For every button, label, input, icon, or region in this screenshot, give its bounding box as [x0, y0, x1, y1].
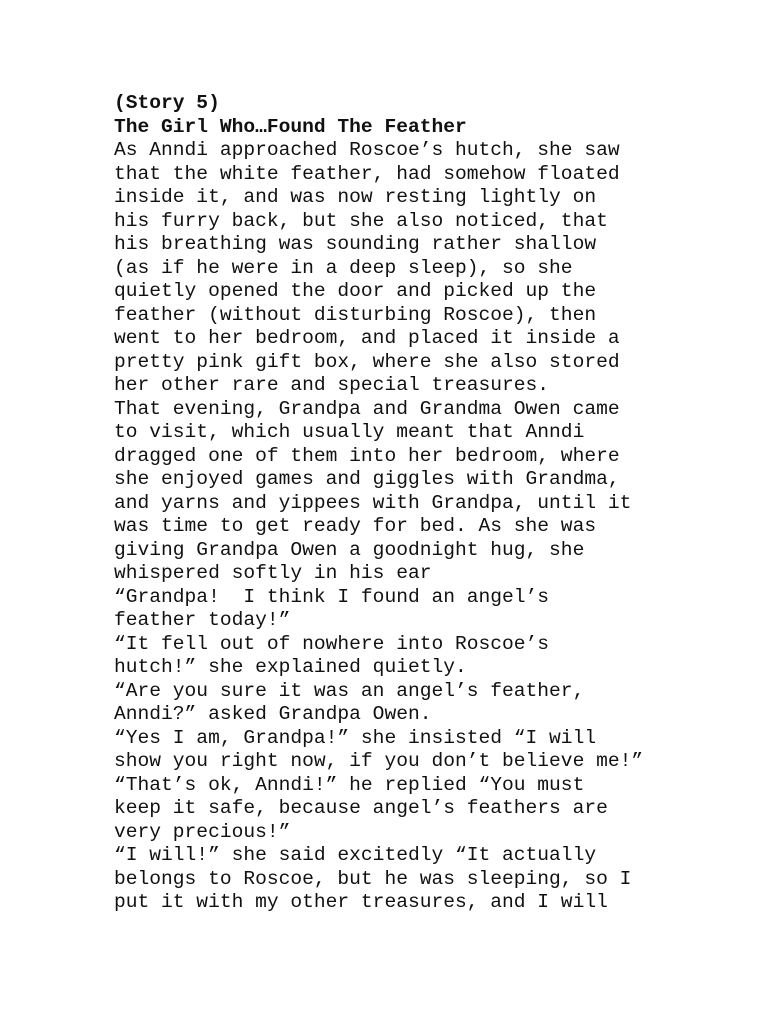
text-line: As Anndi approached Roscoe’s hutch, she saw [114, 139, 620, 161]
text-line: whispered softly in his ear [114, 562, 432, 584]
dialogue-line: keep it safe, because angel’s feathers are [114, 797, 608, 819]
text-line: dragged one of them into her bedroom, where [114, 444, 620, 467]
dialogue-line: “Are you sure it was an angel’s feather, [114, 679, 585, 702]
dialogue-line: “That’s ok, Anndi!” he replied “You must [114, 773, 585, 796]
story-number: (Story 5) [114, 92, 220, 114]
dialogue-line: hutch!” she explained quietly. [114, 656, 467, 678]
dialogue-line: put it with my other treasures, and I will [114, 891, 608, 913]
dialogue-line: “I will!” she said excitedly “It actually [114, 844, 597, 866]
dialogue-line: feather today!” [114, 609, 291, 631]
dialogue-line: show you right now, if you don’t believe me!” [114, 750, 644, 772]
text-line: giving Grandpa Owen a goodnight hug, she [114, 538, 585, 561]
text-line: pretty pink gift box, where she also stored [114, 350, 620, 373]
dialogue-line: “Grandpa! I think I found an angel’s [114, 585, 550, 608]
document-page [114, 92, 734, 915]
text-line: and yarns and yippees with Grandpa, until it [114, 491, 632, 514]
story-title: The Girl Who…Found The Feather [114, 115, 467, 138]
dialogue-line: very precious!” [114, 820, 291, 843]
text-line: to visit, which usually meant that Anndi [114, 421, 585, 443]
dialogue-line: belongs to Roscoe, but he was sleeping, so I [114, 867, 632, 890]
text-line: she enjoyed games and giggles with Grandma, [114, 468, 620, 490]
text-line: his furry back, but she also noticed, that [114, 209, 608, 232]
text-line: his breathing was sounding rather shallow [114, 233, 597, 255]
dialogue-line: “Yes I am, Grandpa!” she insisted “I will [114, 726, 597, 749]
text-line: that the white feather, had somehow floated [114, 162, 620, 185]
text-line: feather (without disturbing Roscoe), then [114, 303, 597, 326]
text-line: her other rare and special treasures. [114, 374, 550, 396]
text-line: quietly opened the door and picked up the [114, 280, 597, 302]
text-line: (as if he were in a deep sleep), so she [114, 256, 573, 279]
dialogue-line: “It fell out of nowhere into Roscoe’s [114, 632, 550, 655]
text-line: went to her bedroom, and placed it inside a [114, 327, 620, 349]
dialogue-line: Anndi?” asked Grandpa Owen. [114, 703, 432, 725]
text-line: was time to get ready for bed. As she was [114, 515, 597, 537]
text-line: That evening, Grandpa and Grandma Owen came [114, 397, 620, 420]
text-line: inside it, and was now resting lightly on [114, 186, 597, 208]
